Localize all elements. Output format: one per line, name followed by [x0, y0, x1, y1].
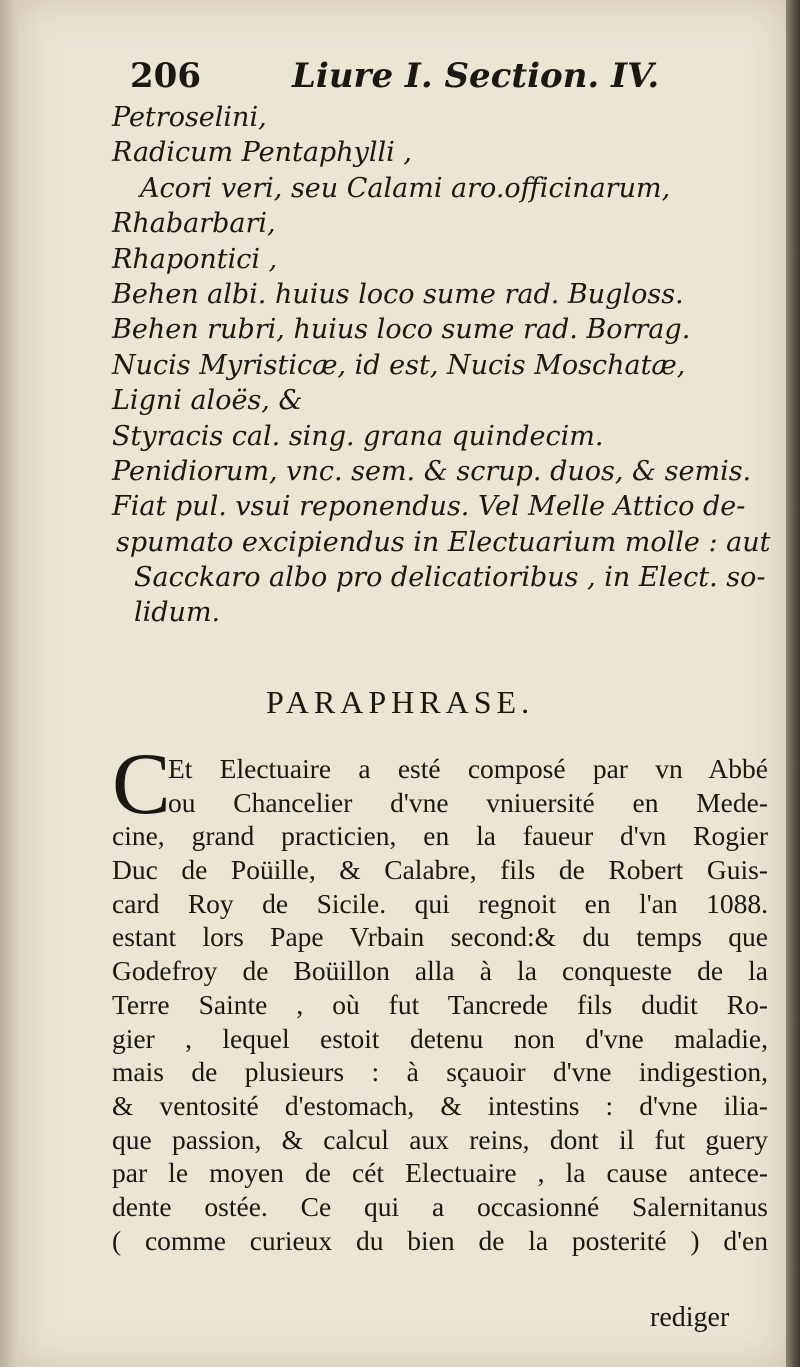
latin-line: Ligni aloës, & — [112, 385, 303, 417]
section-heading: PARAPHRASE. — [265, 684, 535, 720]
body-line: dente ostée. Ce qui a occasionné Salernitanus — [112, 1190, 768, 1222]
paraphrase-body — [112, 752, 768, 1257]
latin-line: Styracis cal. sing. grana quindecim. — [112, 420, 604, 452]
body-line: & ventosité d'estomach, & intestins : d'vne ilia- — [112, 1089, 768, 1121]
body-line: gier , lequel estoit detenu non d'vne maladie, — [112, 1022, 768, 1054]
body-line: Et Electuaire a esté composé par vn Abbé — [168, 753, 768, 784]
latin-line: Nucis Myristicæ, id est, Nucis Moschatæ, — [112, 349, 686, 381]
catchword: rediger — [650, 1302, 730, 1333]
body-line: par le moyen de cét Electuaire , la cause antece- — [112, 1157, 768, 1189]
latin-line: Rhapontici , — [112, 243, 278, 275]
running-title: Liure I. Section. IV. — [292, 56, 660, 96]
body-line: mais de plusieurs : à sçauoir d'vne indigestion, — [112, 1056, 768, 1088]
body-line: card Roy de Sicile. qui regnoit en l'an 1088. — [112, 887, 768, 919]
body-line: Terre Sainte , où fut Tancrede fils dudit Ro- — [112, 988, 768, 1020]
latin-line: Penidiorum, vnc. sem. & scrup. duos, & semis. — [112, 455, 752, 487]
body-line: estant lors Pape Vrbain second:& du temps que — [112, 921, 768, 953]
latin-line: Radicum Pentaphylli , — [112, 137, 412, 169]
latin-line: Fiat pul. vsui reponendus. Vel Melle Attico de- — [112, 491, 746, 523]
drop-cap: C — [112, 736, 171, 833]
latin-line: Behen rubri, huius loco sume rad. Borrag. — [112, 314, 691, 346]
latin-line: Acori veri, seu Calami aro.officinarum, — [140, 172, 671, 204]
latin-recipe — [112, 100, 772, 631]
latin-line: lidum. — [134, 597, 221, 629]
page-header — [112, 56, 672, 100]
latin-line: spumato excipiendus in Electuarium molle : aut — [116, 526, 771, 558]
body-line: cine, grand practicien, en la faueur d'vn Rogier — [112, 820, 768, 852]
latin-line: Sacckaro albo pro delicatioribus , in Elect. so- — [134, 562, 766, 594]
body-line: ( comme curieux du bien de la posterité ) d'en — [112, 1224, 768, 1256]
body-line: que passion, & calcul aux reins, dont il fut guery — [112, 1123, 768, 1155]
latin-line: Behen albi. huius loco sume rad. Bugloss. — [112, 278, 684, 310]
latin-line: Petroselini, — [112, 102, 267, 133]
page-number: 206 — [130, 56, 201, 96]
body-line: ou Chancelier d'vne vniuersité en Mede- — [168, 786, 768, 818]
body-line: Duc de Poüille, & Calabre, fils de Robert Guis- — [112, 854, 768, 886]
body-line: Godefroy de Boüillon alla à la conqueste de la — [112, 955, 768, 987]
latin-line: Rhabarbari, — [112, 208, 276, 240]
